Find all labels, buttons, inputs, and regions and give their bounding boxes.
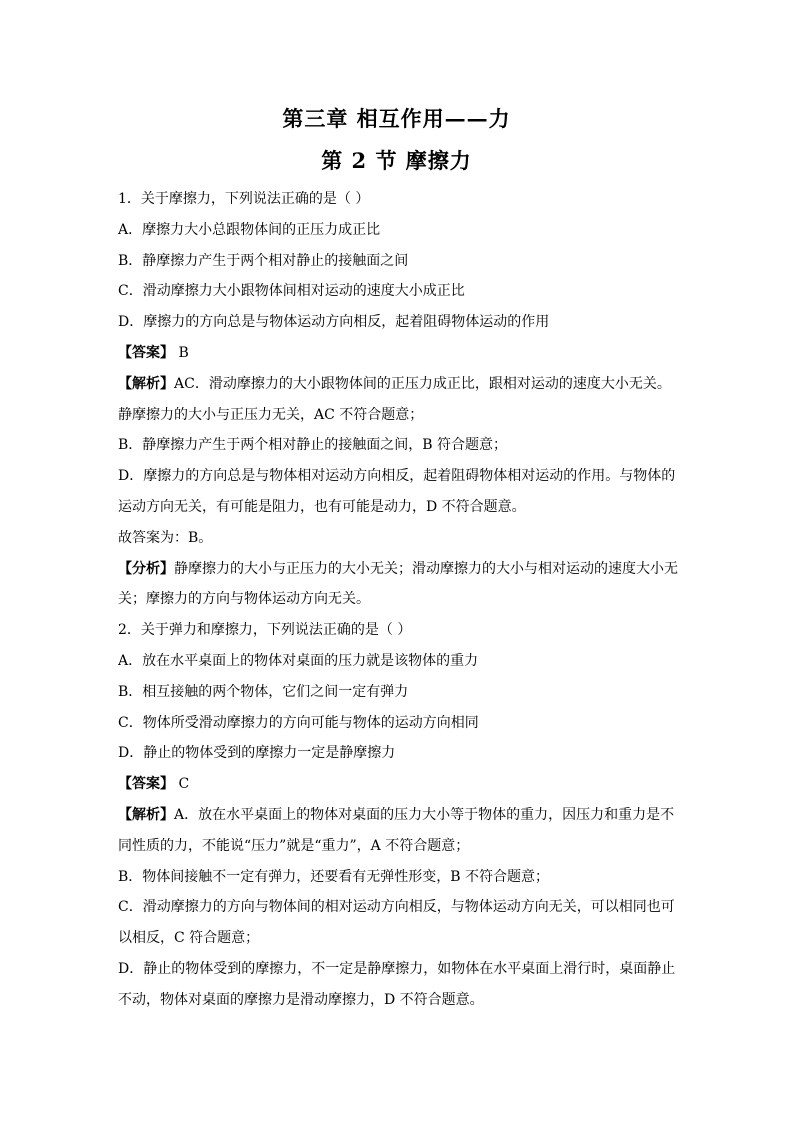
analysis-tag: 【解析】 [118, 375, 174, 392]
analysis-tag: 【解析】 [118, 806, 174, 823]
question-2-option-b: B．相互接触的两个物体，它们之间一定有弹力 [118, 683, 409, 700]
question-1-analysis-line [118, 369, 688, 400]
document-content [118, 184, 688, 1016]
question-2-option-a: A．放在水平桌面上的物体对桌面的压力就是该物体的重力 [118, 652, 479, 669]
question-2-analysis-line: D．静止的物体受到的摩擦力，不一定是静摩擦力，如物体在水平桌面上滑行时，桌面静止 [118, 960, 676, 977]
question-2-option-c: C．物体所受滑动摩擦力的方向可能与物体的运动方向相同 [118, 714, 479, 731]
question-1-answer [118, 338, 688, 369]
question-1-analysis-line: 静摩擦力的大小与正压力无关，AC 不符合题意； [118, 406, 424, 423]
question-1-stem: 1．关于摩擦力，下列说法正确的是（ ） [118, 191, 370, 207]
question-2-stem: 2．关于弹力和摩擦力，下列说法正确的是（ ） [118, 622, 412, 639]
question-1-option-c: C．滑动摩擦力大小跟物体间相对运动的速度大小成正比 [118, 283, 465, 300]
question-2-analysis-line: C．滑动摩擦力的方向与物体间的相对运动方向相反，与物体运动方向无关，可以相同也可 [118, 899, 675, 916]
question-2-analysis-line: 以相反，C 符合题意； [118, 930, 260, 947]
question-1-analysis-line: B．静摩擦力产生于两个相对静止的接触面之间，B 符合题意； [118, 437, 508, 454]
commentary-text: 静摩擦力的大小与正压力的大小无关；滑动摩擦力的大小与相对运动的速度大小无 [174, 560, 678, 577]
answer-tag: 【答案】 [118, 344, 174, 361]
question-1-commentary-line: 关；摩擦力的方向与物体运动方向无关。 [118, 591, 370, 608]
question-2-analysis-line: 同性质的力，不能说“压力”就是“重力”，A 不符合题意； [118, 837, 470, 854]
question-1-option-b: B．静摩擦力产生于两个相对静止的接触面之间 [118, 252, 409, 269]
question-1-option-a: A．摩擦力大小总跟物体间的正压力成正比 [118, 221, 381, 238]
question-2-analysis-line [118, 800, 688, 831]
section-title: 第 2 节 摩擦力 [321, 148, 472, 173]
question-1-analysis-line: 故答案为：B。 [118, 529, 213, 546]
question-2-analysis-line: 不动，物体对桌面的摩擦力是滑动摩擦力，D 不符合题意。 [118, 991, 484, 1008]
question-1-commentary-line [118, 554, 688, 585]
answer-value: B [174, 344, 189, 361]
question-1-analysis-line: 运动方向无关，有可能是阻力，也有可能是动力，D 不符合题意。 [118, 498, 526, 515]
question-2-answer [118, 769, 688, 800]
answer-value: C [174, 776, 190, 793]
analysis-text: A．放在水平桌面上的物体对桌面的压力大小等于物体的重力，因压力和重力是不 [174, 806, 675, 823]
commentary-tag: 【分析】 [118, 560, 174, 577]
question-1-analysis-line: D．摩擦力的方向总是与物体相对运动方向相反，起着阻碍物体相对运动的作用。与物体的 [118, 468, 676, 485]
question-2-analysis-line: B．物体间接触不一定有弹力，还要看有无弹性形变，B 不符合题意； [118, 868, 550, 885]
question-2-option-d: D．静止的物体受到的摩擦力一定是静摩擦力 [118, 745, 396, 762]
question-1-option-d: D．摩擦力的方向总是与物体运动方向相反，起着阻碍物体运动的作用 [118, 314, 550, 331]
chapter-title: 第三章 相互作用——力 [282, 106, 511, 131]
answer-tag: 【答案】 [118, 776, 174, 793]
analysis-text: AC．滑动摩擦力的大小跟物体间的正压力成正比，跟相对运动的速度大小无关。 [174, 375, 671, 392]
